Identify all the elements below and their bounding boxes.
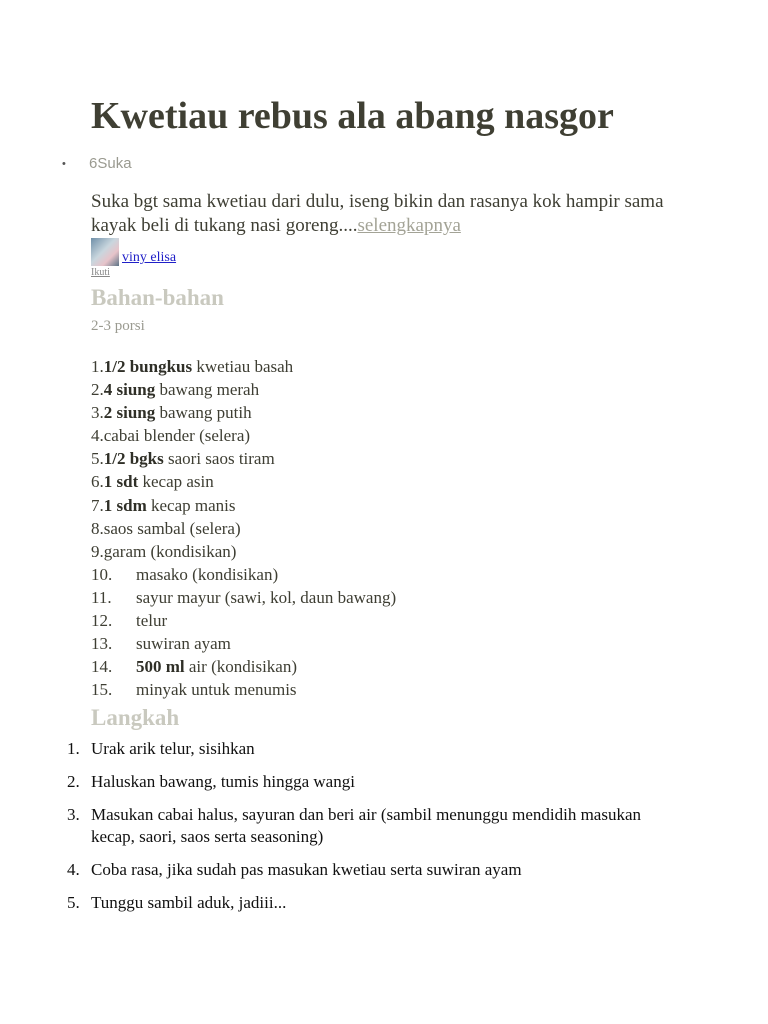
follow-link[interactable]: Ikuti xyxy=(91,267,110,278)
ingredient-number: 4. xyxy=(91,426,104,446)
ingredient-text: kwetiau basah xyxy=(192,357,294,376)
step-text: Haluskan bawang, tumis hingga wangi xyxy=(91,772,355,791)
ingredient-quantity: 1/2 bgks xyxy=(103,449,164,469)
ingredient-item xyxy=(91,424,396,447)
ingredient-text: minyak untuk menumis xyxy=(136,680,297,700)
ingredient-item xyxy=(91,540,396,563)
ingredient-number: 7. xyxy=(91,495,104,515)
ingredient-text: saos sambal (selera) xyxy=(103,518,241,538)
ingredient-item xyxy=(91,586,396,609)
ingredient-item xyxy=(91,494,396,517)
ingredient-item xyxy=(91,378,396,401)
ingredient-number: 9. xyxy=(91,541,104,561)
ingredients-heading: Bahan-bahan xyxy=(91,285,224,310)
ingredient-number: 14. xyxy=(91,657,113,677)
ingredient-number: 6. xyxy=(91,472,104,492)
ingredient-text: kecap asin xyxy=(138,472,214,492)
ingredients-list xyxy=(91,355,396,701)
author-name-link[interactable]: viny elisa xyxy=(122,250,177,265)
ingredient-text: saori saos tiram xyxy=(163,449,275,469)
ingredient-text: suwiran ayam xyxy=(136,634,231,654)
ingredient-text: cabai blender (selera) xyxy=(103,426,251,446)
ingredient-text: bawang putih xyxy=(155,403,252,423)
ingredient-text: air (kondisikan) xyxy=(184,657,297,677)
recipe-description xyxy=(91,190,691,238)
ingredient-text: kecap manis xyxy=(146,495,236,515)
ingredient-item xyxy=(91,632,396,655)
ingredient-item xyxy=(91,401,396,424)
ingredient-number: 8. xyxy=(91,518,104,538)
ingredient-quantity: 1 sdt xyxy=(103,472,139,492)
ingredient-quantity: 1 sdm xyxy=(103,495,147,515)
step-text: Coba rasa, jika sudah pas masukan kwetiau serta suwiran ayam xyxy=(91,860,522,879)
step-number: 4. xyxy=(67,860,80,879)
ingredient-text: masako (kondisikan) xyxy=(136,564,279,584)
read-more-link[interactable]: selengkapnya xyxy=(357,215,461,236)
step-item xyxy=(67,804,667,848)
ingredient-quantity: 500 ml xyxy=(136,657,185,677)
step-item xyxy=(67,859,667,881)
servings: 2-3 porsi xyxy=(91,318,145,334)
ingredient-item xyxy=(91,517,396,540)
avatar[interactable] xyxy=(91,238,119,266)
ingredient-item xyxy=(91,470,396,493)
ingredient-item xyxy=(91,447,396,470)
ingredient-item xyxy=(91,678,396,701)
ingredient-text: bawang merah xyxy=(155,380,260,400)
ingredient-item xyxy=(91,563,396,586)
steps-list xyxy=(67,738,667,925)
ingredient-text: telur xyxy=(136,611,168,631)
step-text: Masukan cabai halus, sayuran dan beri air (sambil menunggu mendidih masukan kecap, saori, saos serta seasoning) xyxy=(91,805,641,846)
step-item xyxy=(67,892,667,914)
ingredient-number: 11. xyxy=(91,587,112,607)
step-text: Tunggu sambil aduk, jadiii... xyxy=(91,893,287,912)
ingredient-item xyxy=(91,655,396,678)
ingredient-item xyxy=(91,355,396,378)
ingredient-number: 5. xyxy=(91,449,104,469)
step-number: 5. xyxy=(67,893,80,912)
step-item xyxy=(67,738,667,760)
ingredient-number: 2. xyxy=(91,380,104,400)
ingredient-quantity: 2 siung xyxy=(103,403,156,423)
likes-count[interactable]: 6Suka xyxy=(89,155,132,172)
ingredient-number: 10. xyxy=(91,564,113,584)
step-number: 2. xyxy=(67,772,80,791)
ingredient-number: 15. xyxy=(91,680,113,700)
step-text: Urak arik telur, sisihkan xyxy=(91,739,255,758)
step-number: 1. xyxy=(67,739,80,758)
ingredient-item xyxy=(91,609,396,632)
step-item xyxy=(67,771,667,793)
ingredient-number: 12. xyxy=(91,611,113,631)
ingredient-number: 1. xyxy=(91,357,104,376)
steps-heading: Langkah xyxy=(91,705,180,730)
recipe-title: Kwetiau rebus ala abang nasgor xyxy=(91,95,614,137)
ingredient-text: sayur mayur (sawi, kol, daun bawang) xyxy=(136,587,397,607)
ingredient-quantity: 4 siung xyxy=(103,380,156,400)
ingredient-text: garam (kondisikan) xyxy=(103,541,237,561)
ingredient-quantity: 1/2 bungkus xyxy=(103,357,193,376)
description-text: Suka bgt sama kwetiau dari dulu, iseng bikin dan rasanya kok hampir sama kayak beli di tukang nasi goreng.... xyxy=(91,191,664,236)
ingredient-number: 13. xyxy=(91,634,113,654)
ingredient-number: 3. xyxy=(91,403,104,423)
step-number: 3. xyxy=(67,805,80,824)
bullet-icon: • xyxy=(62,158,66,170)
